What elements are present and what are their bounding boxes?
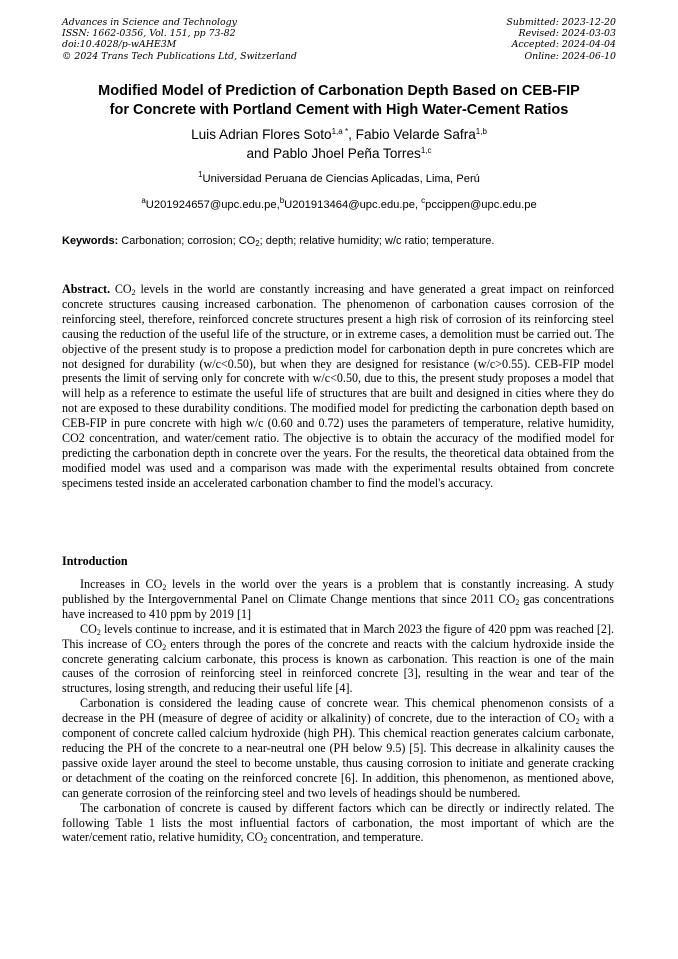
intro-p3-part-b: with a component of concrete called calcium hydroxide (high PH). This chemical reaction generates calcium carbonate, reducing the PH of the concrete to a near-neutral one (PH below 9.5) [5]. This decrease in alkalinity causes the passive oxide layer around the steel to become unstable, thus causing corrosion to initiate and generate cracking or detachment of the coating on the reinforced concrete [6]. In addition, this phenomenon, as mentioned above, can generate corrosion of the reinforcing steel and two levels of headings should be numbered.	[62, 711, 615, 800]
intro-p1-part-c: gas concentrations have increased to 410 ppm by 2019 [1]	[62, 591, 614, 621]
affiliation-marker: 1	[198, 170, 203, 179]
intro-p2-part-c: enters through the pores of the concrete and reacts with the calcium hydroxide inside the concrete generating calcium carbonate, this process is known as carbonation. This reaction is one of the main causes of the corrosion of reinforcing steel in reinforced concrete [3], resulting in the wear and tear of the structures, losing strength, and reducing their useful life [4].	[62, 636, 614, 696]
abstract-text: levels in the world are constantly increasing and have generated a great impact on reinforced concrete structures causing increased carbonation. The phenomenon of carbonation causes corrosion of the reinforcing steel, therefore, reinforced concrete structures present a high risk of corrosion of its reinforcing steel causing the reduction of the useful life of the structure, or in extreme cases, a demolition must be carried out. The objective of the present study is to propose a prediction model for carbonation depth in pure concretes which are not designed for durability (w/c<0.50), but when they are designed for resistance (w/c>0.55). CEB-FIP model presents the limit of serving only for concrete with w/c<0.50, due to this, the present study proposes a model that will help as a reference to estimate the useful life of structures that are built and designed in cities where they do not are exposed to these durability conditions. The modified model for predicting the carbonation depth based on CEB-FIP in pure concrete with high w/c (0.60 and 0.72) uses the parameters of temperature, relative humidity, CO2 concentration, and water/cement ratio. The objective is to obtain the accuracy of the modified model for predicting the carbonation depth in concrete over the years. For the results, the theoretical data obtained from the modified model was used and a comparison was made with the experimental results obtained from concrete specimens tested inside an accelerated carbonation chamber to find the model's accuracy.	[62, 282, 614, 490]
email-b-marker: b	[279, 196, 285, 205]
authors-line-2	[40, 144, 638, 163]
authors-line-1	[40, 125, 638, 144]
keywords-label: Keywords:	[62, 235, 119, 247]
intro-p3-subscript: 2	[575, 717, 580, 727]
submitted-date: Submitted: 2023-12-20	[506, 17, 616, 28]
intro-paragraph-2	[62, 622, 614, 697]
abstract-co: CO	[110, 282, 132, 296]
intro-p2-part-a: CO	[80, 621, 97, 636]
intro-paragraph-3	[62, 696, 614, 800]
intro-p1-part-b: levels in the world over the years is a problem that is constantly increasing. A study published by the Intergovernmental Panel on Climate Change mentions that since 2011 CO	[62, 577, 614, 606]
intro-p4-subscript: 2	[263, 836, 268, 846]
email-b[interactable]: U201913464@upc.edu.pe,	[284, 199, 422, 211]
intro-p4-part-a: The carbonation of concrete is caused by different factors which can be directly or indirectly related. The following Table 1 lists the most influential factors of carbonation, the most important of which are the water/cement ratio, relative humidity, CO	[62, 800, 614, 845]
intro-p2-part-b: levels continue to increase, and it is estimated that in March 2023 the figure of 420 ppm was reached [2]. This increase of CO	[62, 621, 614, 651]
author-2-marker: 1,b	[475, 127, 487, 136]
introduction-body	[62, 577, 614, 845]
author-3: Pablo Jhoel Peña Torres	[272, 146, 421, 161]
author-1-marker: 1,a *	[331, 127, 349, 136]
journal-header-left	[62, 17, 297, 62]
issn: ISSN: 1662-0356, Vol. 151, pp 73-82	[62, 28, 236, 40]
accepted-date: Accepted: 2024-04-04	[511, 39, 616, 51]
intro-p2-subscript-1: 2	[96, 627, 101, 637]
intro-p1-subscript-1: 2	[162, 583, 167, 592]
keywords	[62, 234, 622, 248]
introduction-heading: Introduction	[62, 554, 128, 568]
email-c[interactable]: pccippen@upc.edu.pe	[425, 199, 537, 211]
title-line-1: Modified Model of Prediction of Carbonation Depth Based on CEB-FIP	[98, 83, 580, 99]
author-2: Fabio Velarde Safra	[355, 127, 476, 142]
intro-paragraph-1	[62, 577, 614, 622]
intro-p1-part-a: Increases in CO	[80, 577, 163, 591]
email-a[interactable]: U201924657@upc.edu.pe,	[145, 199, 280, 211]
keywords-part-1: Carbonation; corrosion; CO	[118, 235, 256, 247]
copyright: © 2024 Trans Tech Publications Ltd, Switzerland	[62, 50, 297, 62]
author-3-marker: 1,c	[420, 146, 432, 155]
author-emails	[40, 198, 638, 212]
paper-title	[40, 82, 638, 120]
keywords-subscript: 2	[255, 239, 260, 248]
journal-name: Advances in Science and Technology	[62, 17, 237, 28]
doi: doi:10.4028/p-wAHE3M	[62, 39, 177, 51]
intro-p1-subscript-2: 2	[515, 597, 520, 607]
title-line-2: for Concrete with Portland Cement with High Water-Cement Ratios	[109, 102, 569, 118]
author-1: Luis Adrian Flores Soto	[191, 127, 332, 142]
affiliation-text: Universidad Peruana de Ciencias Aplicadas, Lima, Perú	[202, 173, 480, 185]
journal-header-right	[506, 17, 616, 62]
abstract-subscript: 2	[131, 288, 136, 297]
revised-date: Revised: 2024-03-03	[518, 28, 616, 40]
keywords-part-2: ; depth; relative humidity; w/c ratio; temperature.	[259, 235, 495, 247]
affiliation	[40, 172, 638, 186]
abstract	[62, 282, 614, 491]
author-conjunction: and	[246, 146, 273, 161]
intro-p3-part-a: Carbonation is considered the leading cause of concrete wear. This chemical phenomenon consists of a decrease in the PH (measure of degree of acidity or alkalinity) of concrete, due to the interaction of CO	[62, 696, 614, 726]
author-separator: ,	[348, 127, 356, 142]
authors	[40, 125, 638, 163]
online-date: Online: 2024-06-10	[524, 50, 616, 62]
intro-p2-subscript-2: 2	[162, 642, 167, 652]
email-c-marker: c	[421, 196, 426, 205]
email-a-marker: a	[141, 196, 146, 205]
intro-paragraph-4	[62, 801, 614, 846]
abstract-label: Abstract.	[62, 282, 111, 296]
intro-p4-part-b: concentration, and temperature.	[267, 830, 424, 845]
